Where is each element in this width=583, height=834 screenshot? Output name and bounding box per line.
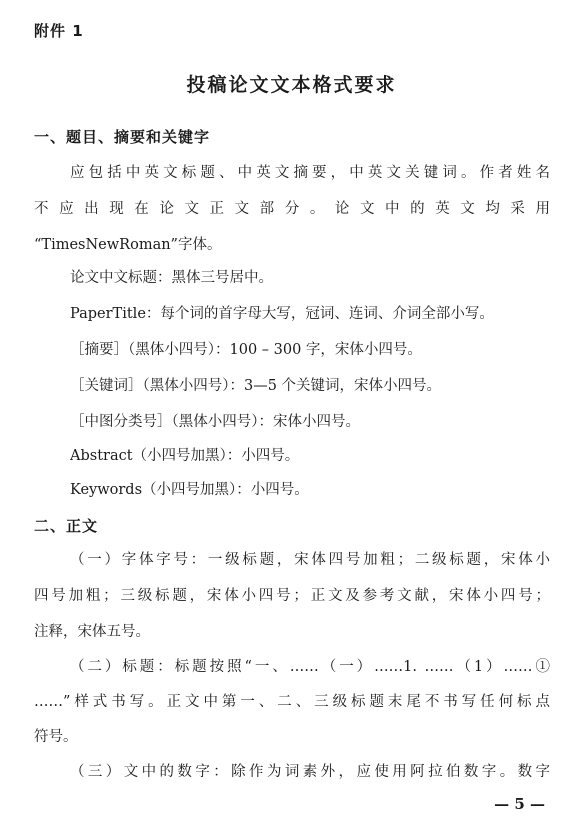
paragraph-line: PaperTitle：每个词的首字母大写，冠词、连词、介词全部小写。 bbox=[70, 306, 494, 322]
paragraph-line: 不应出现在论文正文部分。论文中的英文均采用 bbox=[34, 201, 550, 217]
paragraph-line: （二）标题：标题按照“一、……（一）……1. ……（1）……① bbox=[70, 659, 550, 675]
page-number: — 5 — bbox=[494, 795, 545, 813]
paragraph-line: （三）文中的数字：除作为词素外，应使用阿拉伯数字。数字 bbox=[70, 764, 550, 780]
paragraph-line: ［摘要］（黑体小四号）：100 – 300 字，宋体小四号。 bbox=[70, 342, 422, 358]
page-title: 投稿论文文本格式要求 bbox=[186, 74, 397, 96]
paragraph-line: Abstract（小四号加黑）：小四号。 bbox=[70, 448, 300, 464]
paragraph-line: ［关键词］（黑体小四号）：3—5 个关键词，宋体小四号。 bbox=[70, 378, 442, 394]
paragraph-line: （一）字体字号：一级标题，宋体四号加粗；二级标题，宋体小 bbox=[70, 552, 550, 568]
paragraph-line: ……”样式书写。正文中第一、二、三级标题末尾不书写任何标点 bbox=[34, 694, 550, 710]
paragraph-line: Keywords（小四号加黑）：小四号。 bbox=[70, 482, 309, 498]
paragraph-line: 四号加粗；三级标题，宋体小四号；正文及参考文献，宋体小四号； bbox=[34, 588, 550, 604]
section-heading-1: 一、题目、摘要和关键字 bbox=[34, 128, 211, 146]
paragraph-line: 应包括中英文标题、中英文摘要，中英文关键词。作者姓名 bbox=[70, 165, 550, 181]
paragraph-line: 符号。 bbox=[34, 729, 78, 745]
paragraph-line: ［中图分类号］（黑体小四号）：宋体小四号。 bbox=[70, 414, 360, 430]
paragraph-line: 注释，宋体五号。 bbox=[34, 624, 150, 640]
section-heading-2: 二、正文 bbox=[34, 517, 99, 535]
paragraph-line: “TimesNewRoman”字体。 bbox=[34, 237, 222, 253]
paragraph-line: 论文中文标题：黑体三号居中。 bbox=[70, 270, 273, 286]
annex-label: 附件 1 bbox=[34, 22, 84, 40]
